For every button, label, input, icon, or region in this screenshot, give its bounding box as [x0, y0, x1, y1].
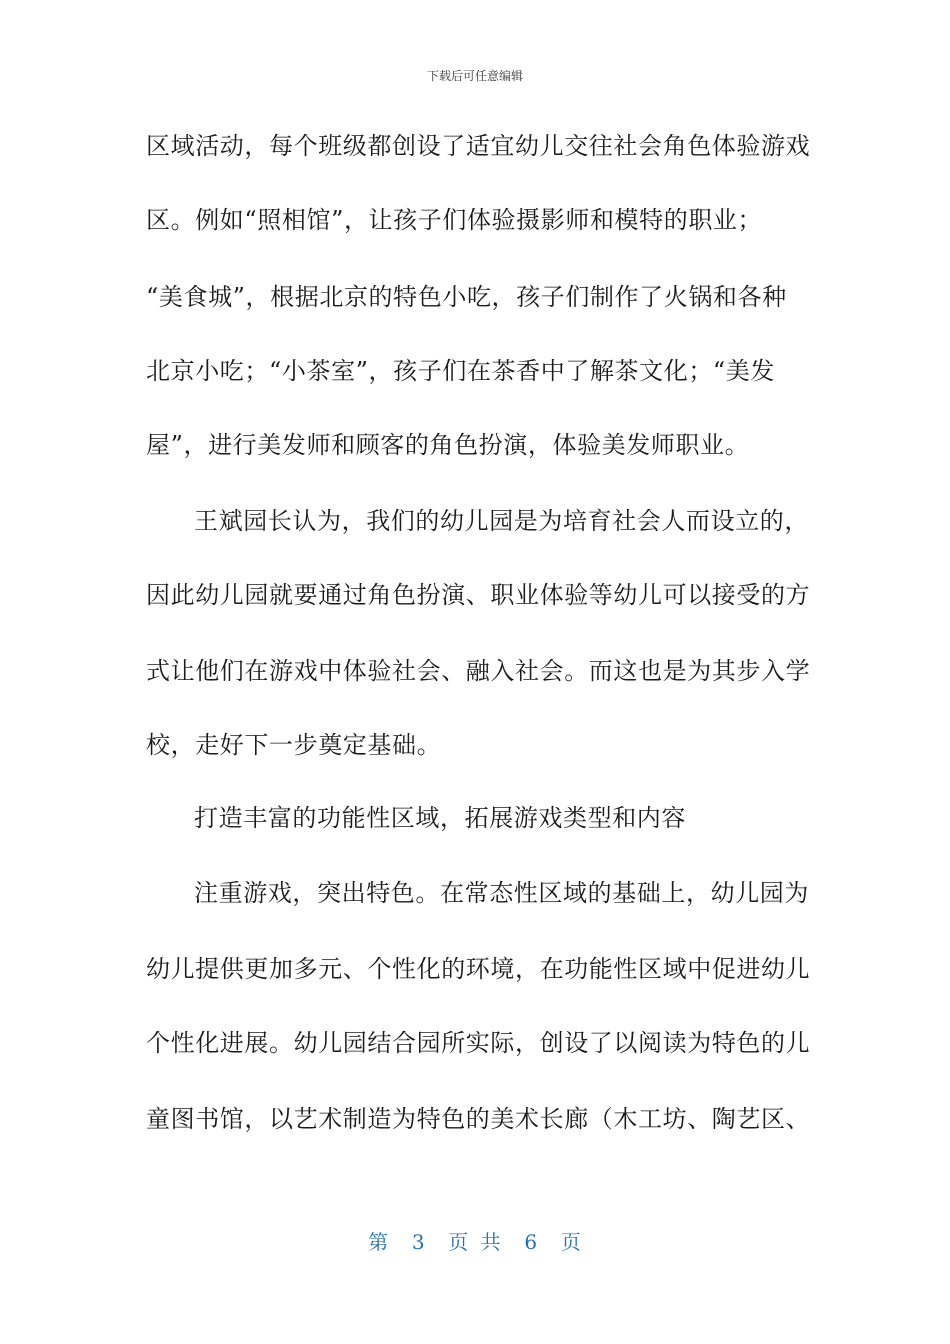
section-heading: 打造丰富的功能性区域，拓展游戏类型和内容 — [194, 804, 686, 832]
text-line: 校，走好下一步奠定基础。 — [146, 731, 442, 759]
text-line: 幼儿提供更加多元、个性化的环境，在功能性区域中促进幼儿 — [146, 955, 811, 983]
header-note: 下载后可任意编辑 — [426, 69, 523, 83]
text-line: “美食城”，根据北京的特色小吃，孩子们制作了火锅和各种 — [146, 283, 787, 311]
text-line: 个性化进展。幼儿园结合园所实际，创设了以阅读为特色的儿 — [146, 1029, 811, 1057]
page-number-footer: 第 3 页 共 6 页 — [368, 1230, 582, 1254]
text-line: 屋”，进行美发师和顾客的角色扮演，体验美发师职业。 — [146, 431, 750, 459]
text-line: 式让他们在游戏中体验社会、融入社会。而这也是为其步入学 — [146, 657, 811, 685]
text-line: 区。例如“照相馆”，让孩子们体验摄影师和模特的职业； — [146, 206, 763, 234]
text-line: 因此幼儿园就要通过角色扮演、职业体验等幼儿可以接受的方 — [146, 581, 811, 609]
text-line: 童图书馆，以艺术制造为特色的美术长廊（木工坊、陶艺区、 — [146, 1105, 811, 1133]
text-line: 北京小吃；“小茶室”，孩子们在茶香中了解茶文化；“美发 — [146, 357, 776, 385]
paragraph-first-line: 王斌园长认为，我们的幼儿园是为培育社会人而设立的， — [194, 507, 809, 535]
text-line: 区域活动，每个班级都创设了适宜幼儿交往社会角色体验游戏 — [146, 132, 811, 160]
paragraph-first-line: 注重游戏，突出特色。在常态性区域的基础上，幼儿园为 — [194, 879, 809, 907]
